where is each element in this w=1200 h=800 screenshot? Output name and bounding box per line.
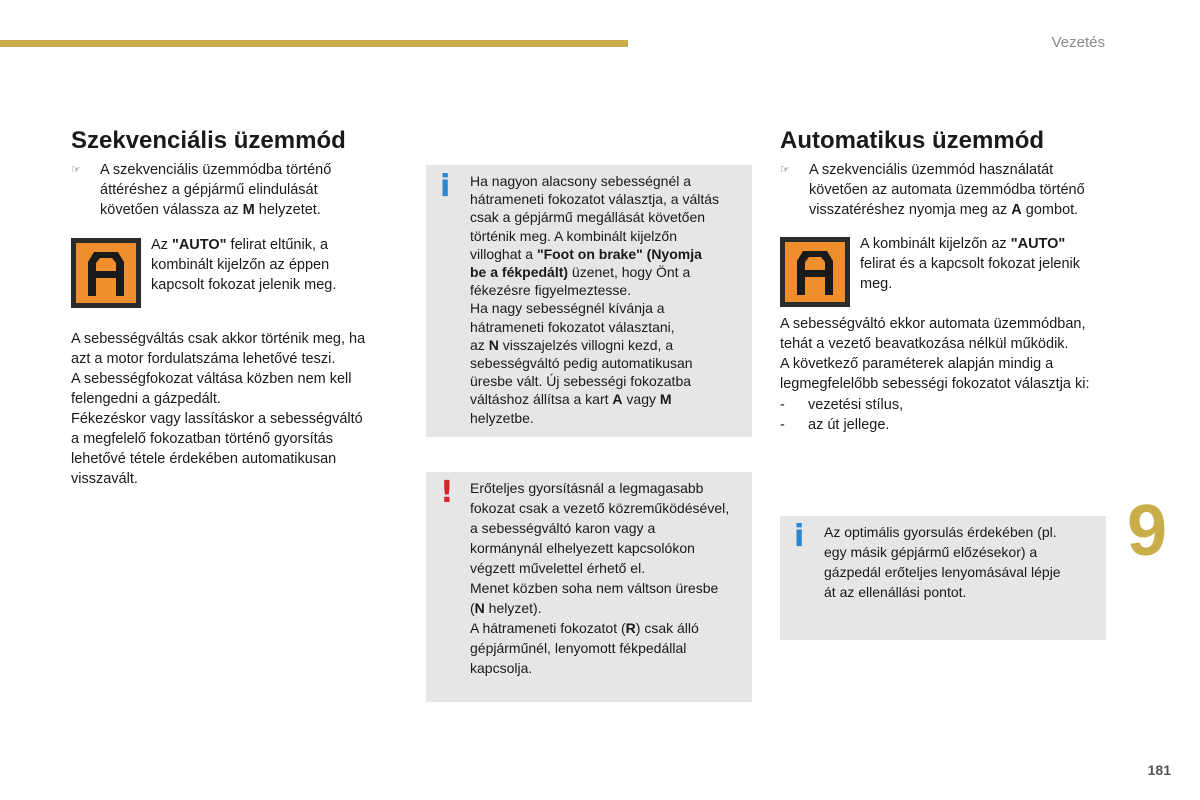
info-note-text: Az optimális gyorsulás érdekében (pl. egy másik gépjármű előzésekor) a gázpedál erőteljes lenyomásával lépje át az ellenállási pontot.: [824, 524, 1061, 600]
left-bullet: ☞ A szekvenciális üzemmódba történő áttéréshez a gépjármű elindulását követően válassza az M helyzetet.: [71, 162, 332, 218]
letter-a-icon: [84, 248, 128, 298]
list-item: - az út jellege.: [780, 417, 890, 433]
pointer-icon: ☞: [780, 164, 790, 176]
warning-note-text: Erőteljes gyorsításnál a legmagasabb fokozat csak a vezető közreműködésével, a sebességváltó karon vagy a kormánynál elhelyezett kapcsolókon végzett művelettel érhető el. Menet közben soha nem váltson üresbe (N helyzet). A hátrameneti fokozatot (R) csak álló gépjárműnél, lenyomott fékpedállal kapcsolja.: [470, 480, 730, 676]
auto-gearbox-icon: [71, 238, 141, 308]
right-bullet: ☞ A szekvenciális üzemmód használatát követően az automata üzemmódba történő visszatéréshez nyomja meg az A gombot.: [780, 162, 1085, 218]
section-label: Vezetés: [1051, 34, 1105, 51]
left-paragraph: A sebességváltás csak akkor történik meg, ha azt a motor fordulatszáma lehetővé teszi. A sebességfokozat váltása közben nem kell felengedni a gázpedált. Fékezéskor vagy lassításkor a sebességváltó a megfelelő fokozatban történő gyorsítás lehetővé tétele érdekében automatikusan visszavált.: [71, 331, 366, 487]
page-number: 181: [1147, 762, 1171, 778]
right-title: Automatikus üzemmód: [780, 127, 1045, 154]
info-icon: i: [794, 519, 805, 554]
right-paragraph: A sebességváltó ekkor automata üzemmódban, tehát a vezető beavatkozása nélkül működik. A következő paraméterek alapján mindig a legmegfelelőbb sebességi fokozatot választja ki:: [780, 316, 1090, 392]
warning-icon: !: [440, 475, 454, 510]
header-rule: [0, 40, 628, 47]
chapter-number: 9: [1127, 491, 1168, 571]
list-item: - vezetési stílus,: [780, 397, 904, 413]
auto-gearbox-icon: [780, 237, 850, 307]
left-icon-text: Az "AUTO" felirat eltűnik, a kombinált kijelzőn az éppen kapcsolt fokozat jelenik meg.: [151, 237, 337, 293]
left-title: Szekvenciális üzemmód: [71, 127, 346, 154]
info-icon: i: [440, 169, 451, 204]
right-icon-text: A kombinált kijelzőn az "AUTO" felirat és a kapcsolt fokozat jelenik meg.: [860, 236, 1081, 292]
pointer-icon: ☞: [71, 164, 81, 176]
letter-a-icon: [793, 247, 837, 297]
info-note-text: Ha nagyon alacsony sebességnél a hátrameneti fokozatot választja, a váltás csak a gépjármű megállását követően történik meg. A kombinált kijelzőn villoghat a "Foot on brake" (Nyomja be a fékpedált) üzenet, hogy Önt a fékezésre figyelmeztesse. Ha nagy sebességnél kívánja a hátrameneti fokozatot választani, az N visszajelzés villogni kezd, a sebességváltó pedig automatikusan üresbe vált. Új sebességi fokozatba váltáshoz állítsa a kart A vagy M helyzetbe.: [470, 173, 720, 426]
